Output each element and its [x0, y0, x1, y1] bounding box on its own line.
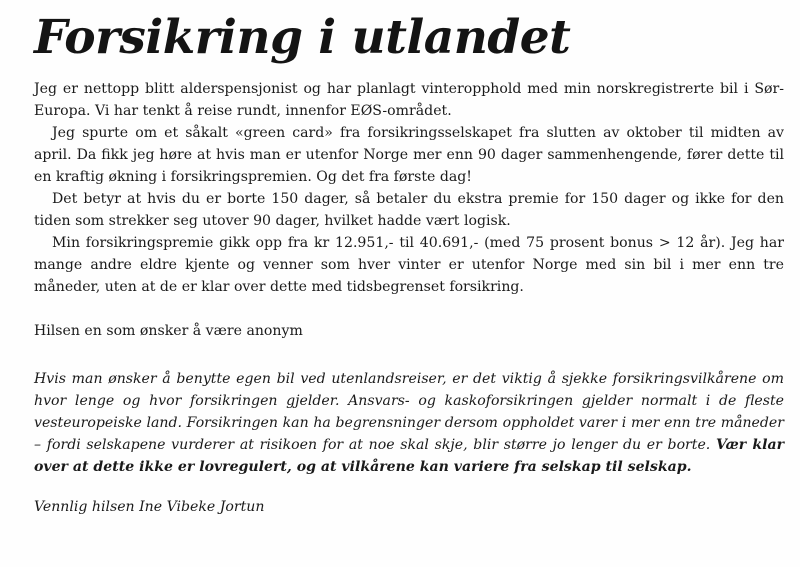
article-title: Forsikring i utlandet: [34, 10, 571, 65]
letter-paragraph-4: Min forsikringspremie gikk opp fra kr 12.951,- til 40.691,- (med 75 prosent bonus > 12 år). Jeg har mange andre eldre kjente og venner som hver vinter er utenfor Norge med sin bil i mer enn tre måneder, uten at de er klar over dette med tidsbegrenset forsikring.: [34, 235, 784, 295]
reader-letter: [34, 78, 784, 298]
reply-signoff: Vennlig hilsen Ine Vibeke Jortun: [34, 499, 265, 515]
reply-emphasis: Vær klar over at dette ikke er lovregulert, og at vilkårene kan variere fra selskap til selskap.: [34, 437, 785, 475]
letter-paragraph-1: Jeg er nettopp blitt alderspensjonist og har planlagt vinteropphold med min norskregistrerte bil i Sør-Europa. Vi har tenkt å reise rundt, innenfor EØS-området.: [34, 81, 784, 119]
letter-paragraph-3: Det betyr at hvis du er borte 150 dager, så betaler du ekstra premie for 150 dager og ikke for den tiden som strekker seg utover 90 dager, hvilket hadde vært logisk.: [34, 191, 784, 229]
letter-paragraph-2: Jeg spurte om et såkalt «green card» fra forsikringsselskapet fra slutten av oktober til midten av april. Da fikk jeg høre at hvis man er utenfor Norge mer enn 90 dager sammenhengende, fører dette til en kraftig økning i forsikringspremien. Og det fra første dag!: [34, 125, 784, 185]
letter-signoff: Hilsen en som ønsker å være anonym: [34, 323, 303, 339]
reply-paragraph: [34, 368, 784, 478]
expert-reply: [34, 368, 784, 478]
reply-text: Hvis man ønsker å benytte egen bil ved utenlandsreiser, er det viktig å sjekke forsikringsvilkårene om hvor lenge og hvor forsikringen gjelder. Ansvars- og kaskoforsikringen gjelder normalt i de fleste vesteuropeiske land. Forsikringen kan ha begrensninger dersom oppholdet varer i mer enn tre måneder – fordi selskapene vurderer at risikoen for at noe skal skje, blir større jo lenger du er borte.: [34, 371, 784, 453]
